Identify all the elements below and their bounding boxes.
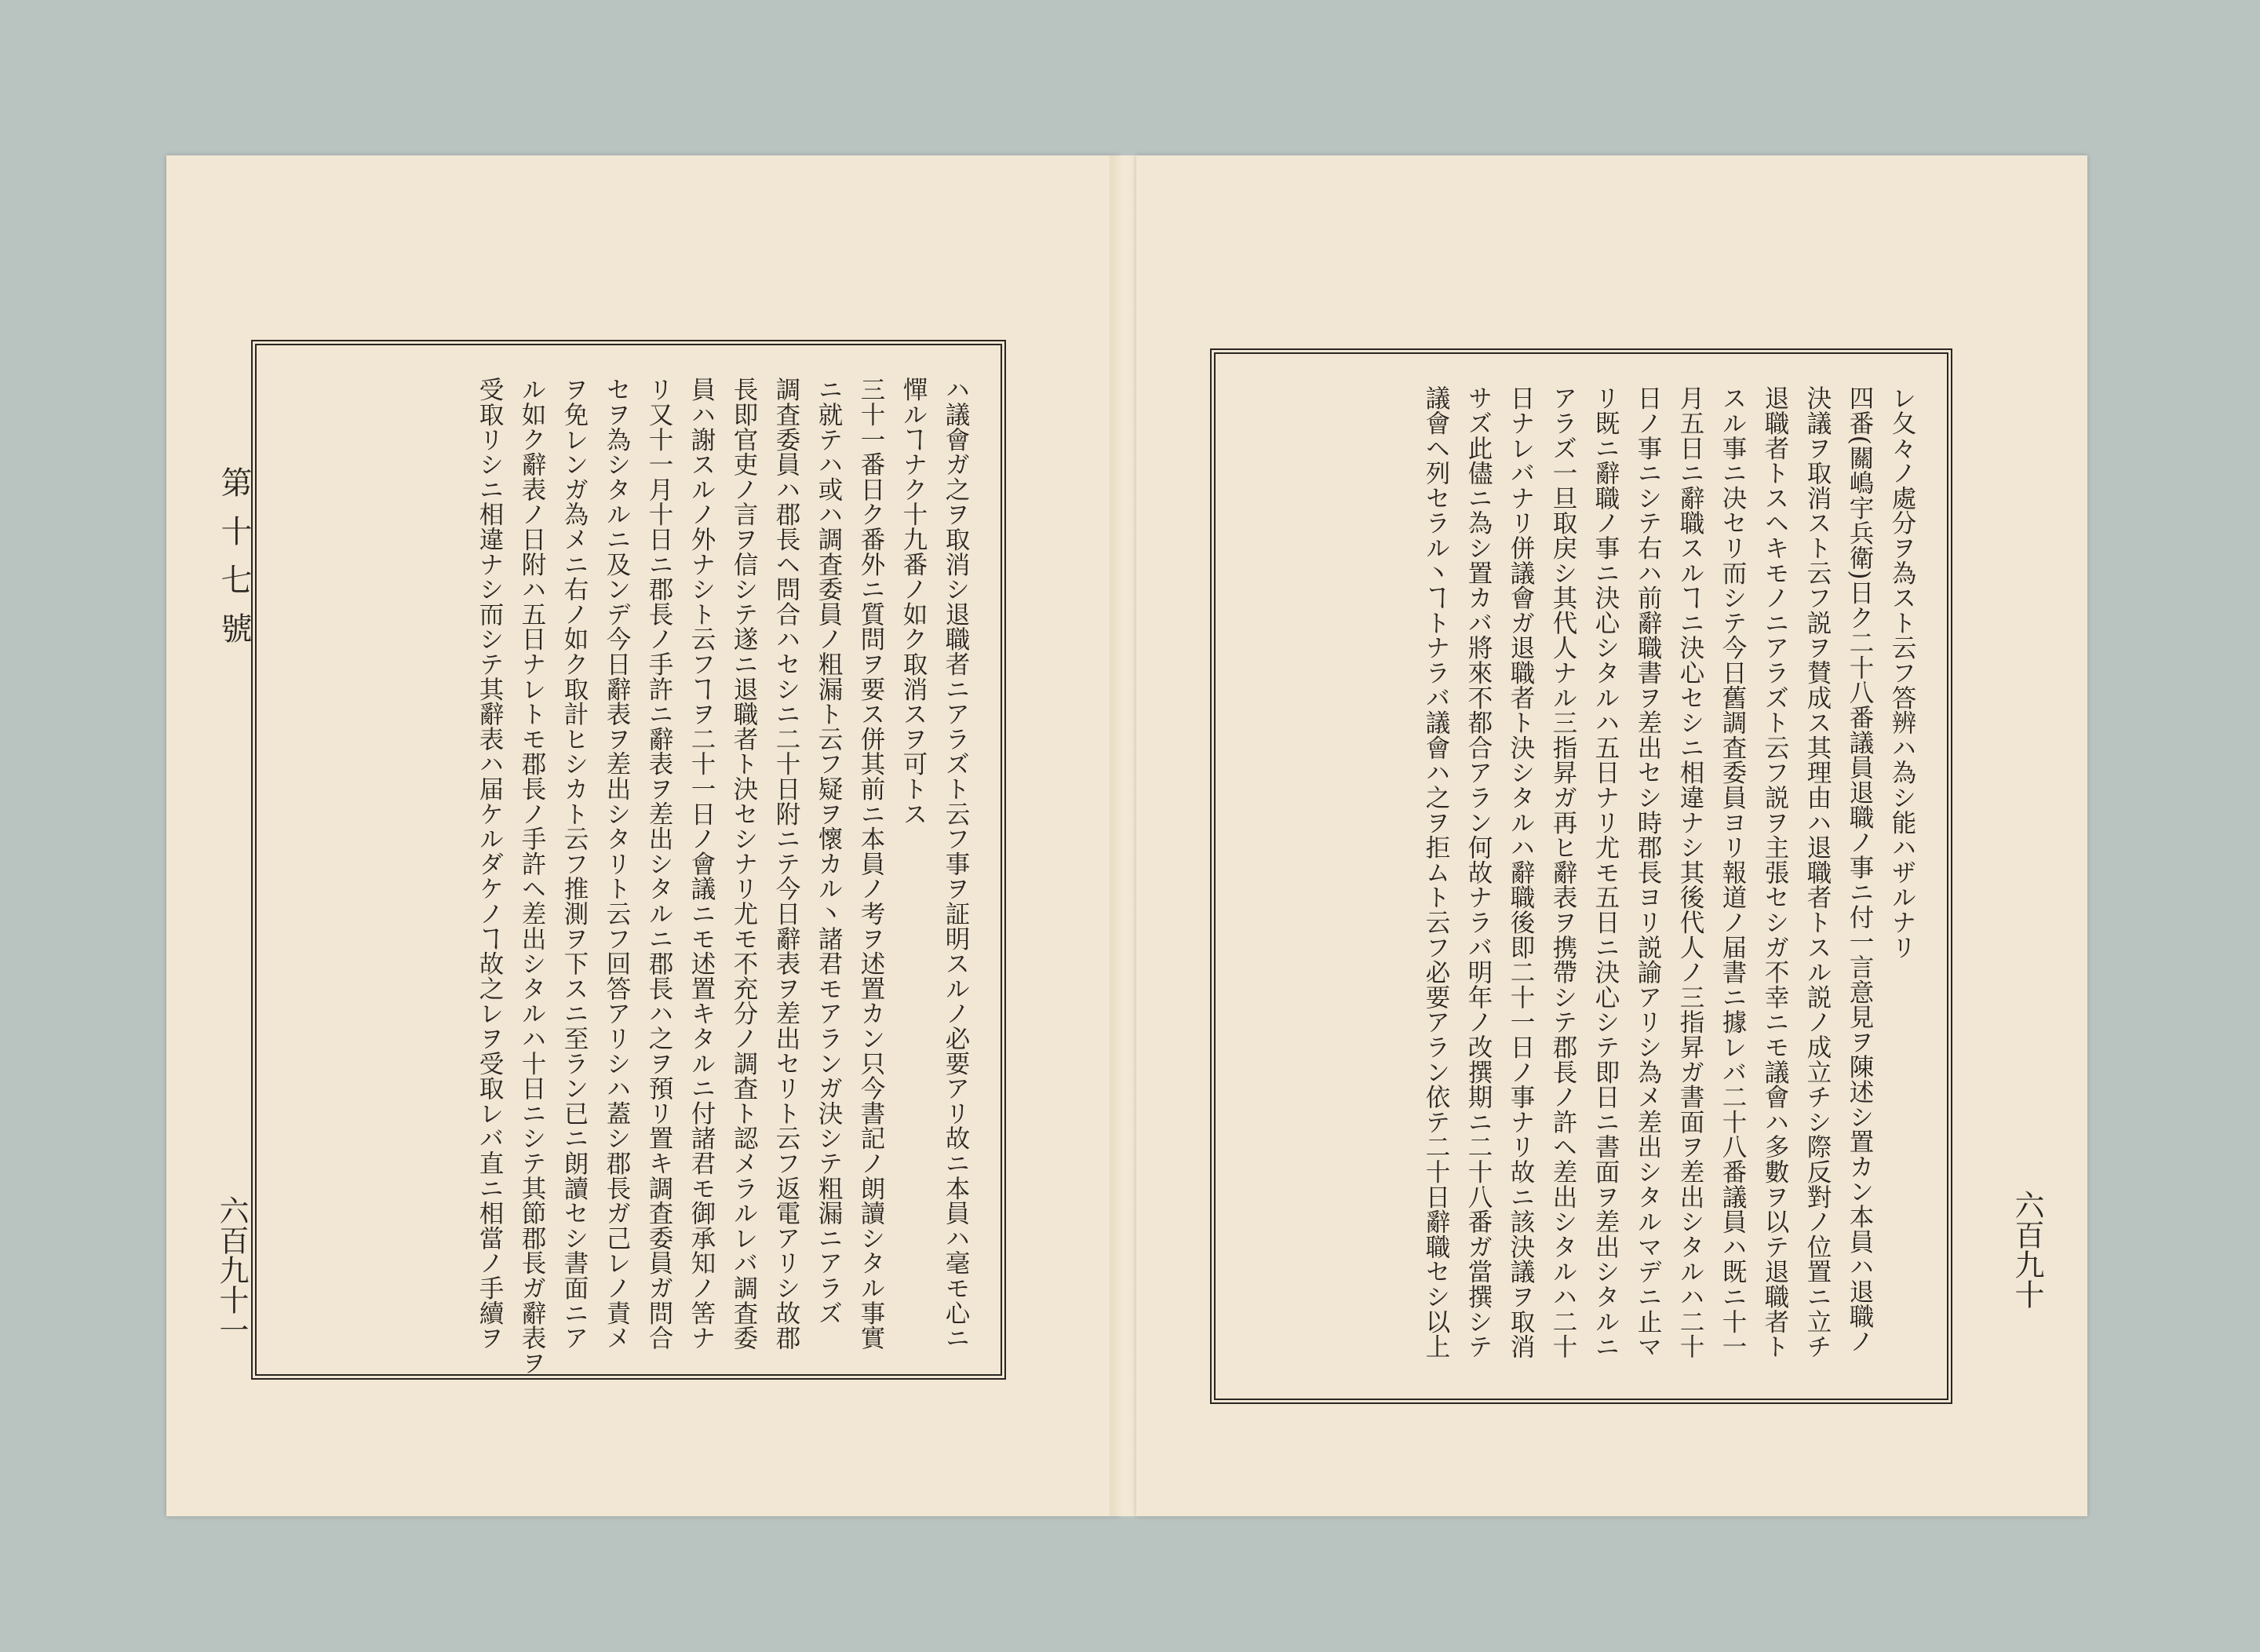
text-line: 日ナレバナリ併議會ガ退職者ト決シタルハ辭職後即二十一日ノ事ナリ故ニ該決議ヲ取消 [1507,385,1535,1359]
text-line: レ夂々ノ處分ヲ為スト云フ答辨ハ為シ能ハザルナリ [1888,385,1916,960]
text-line: リ既ニ辭職ノ事ニ決心シタルハ五日ナリ尤モ五日ニ決心シテ即日ニ書面ヲ差出シタルニ [1591,385,1620,1359]
book-spread [166,155,2087,1516]
right-page [1136,155,2087,1516]
left-body-text [280,377,977,1375]
text-line: 受取リシニ相違ナシ而シテ其辭表ハ届ケルダケノヿ故之レヲ受取レバ直ニ相當ノ手續ヲ [476,377,504,1351]
text-line: 決議ヲ取消スト云フ説ヲ賛成ス其理由ハ退職者トスル説ノ成立チシ際反對ノ位置ニ立チ [1803,385,1832,1359]
text-line: 憚ルヿナク十九番ノ如ク取消スヲ可トス [899,377,928,826]
text-line: 調査委員ハ郡長ヘ問合ハセシニ二十日附ニテ今日辭表ヲ差出セリト云フ返電アリシ故郡 [772,377,800,1351]
text-line: サズ此儘ニ為シ置カバ將來不都合アラン何故ナラバ明年ノ改撰期ニ二十八番ガ當撰シテ [1464,385,1493,1359]
text-line: 長即官吏ノ言ヲ信シテ遂ニ退職者ト決セシナリ尤モ不充分ノ調査ト認メラルレバ調査委 [730,377,758,1351]
text-line: ハ議會ガ之ヲ取消シ退職者ニアラズト云フ事ヲ証明スルノ必要アリ故ニ本員ハ毫モ心ニ [942,377,970,1351]
text-line: アラズ一旦取戻シ其代人ナル三指昇ガ再ヒ辭表ヲ携帶シテ郡長ノ許ヘ差出シタルハ二十 [1549,385,1577,1359]
text-line: リ又十一月十日ニ郡長ノ手許ニ辭表ヲ差出シタルニ郡長ハ之ヲ預リ置キ調査委員ガ問合 [645,377,673,1351]
text-line: ル如ク辭表ノ日附ハ五日ナレトモ郡長ノ手許ヘ差出シタルハ十日ニシテ其節郡長ガ辭表ヲ [518,377,546,1375]
text-line: 三十一番日ク番外ニ質問ヲ要ス併其前ニ本員ノ考ヲ述置カン只今書記ノ朗讀シタル事實 [857,377,885,1351]
issue-label: 第十七號 [216,466,252,661]
text-line: 員ハ謝スルノ外ナシト云フヿヲ二十一日ノ會議ニモ述置キタルニ付諸君モ御承知ノ筈ナ [687,377,716,1351]
page-number-left: 六百九十一 [214,1195,249,1344]
text-line: 月五日ニ辭職スルヿニ決心セシニ相違ナシ其後代人ノ三指昇ガ書面ヲ差出シタルハ二十 [1676,385,1704,1359]
text-line: 議會ヘ列セラル丶ヿトナラバ議會ハ之ヲ拒ムト云フ必要アラン依テ二十日辭職セシ以上 [1422,385,1450,1359]
page-number-right: 六百九十 [2010,1190,2044,1309]
text-line: 四番(關嶋宇兵衛)日ク二十八番議員退職ノ事ニ付一言意見ヲ陳述シ置カン本員ハ退職ノ [1846,385,1874,1354]
text-line: 日ノ事ニシテ右ハ前辭職書ヲ差出セシ時郡長ヨリ説諭アリシ為メ差出シタルマデニ止マ [1634,385,1662,1359]
text-line: ニ就テハ或ハ調査委員ノ粗漏ト云フ疑ヲ懷カル丶諸君モアランガ決シテ粗漏ニアラズ [815,377,843,1326]
right-text-frame [1210,348,1952,1404]
left-page [166,155,1119,1516]
right-body-text [1239,385,1923,1367]
text-line: スル事ニ决セリ而シテ今日舊調査委員ヨリ報道ノ届書ニ據レバ二十八番議員ハ既ニ十一 [1719,385,1747,1359]
text-line: セヲ為シタルニ及ンデ今日辭表ヲ差出シタリト云フ回答アリシハ蓋シ郡長ガ己レノ責メ [603,377,631,1351]
text-line: ヲ免レンガ為メニ右ノ如ク取計ヒシカト云フ推測ヲ下スニ至ラン已ニ朗讀セシ書面ニア [560,377,589,1351]
left-text-frame [251,340,1006,1380]
text-line: 退職者トスヘキモノニアラズト云フ説ヲ主張セシガ不幸ニモ議會ハ多數ヲ以テ退職者ト [1761,385,1789,1359]
